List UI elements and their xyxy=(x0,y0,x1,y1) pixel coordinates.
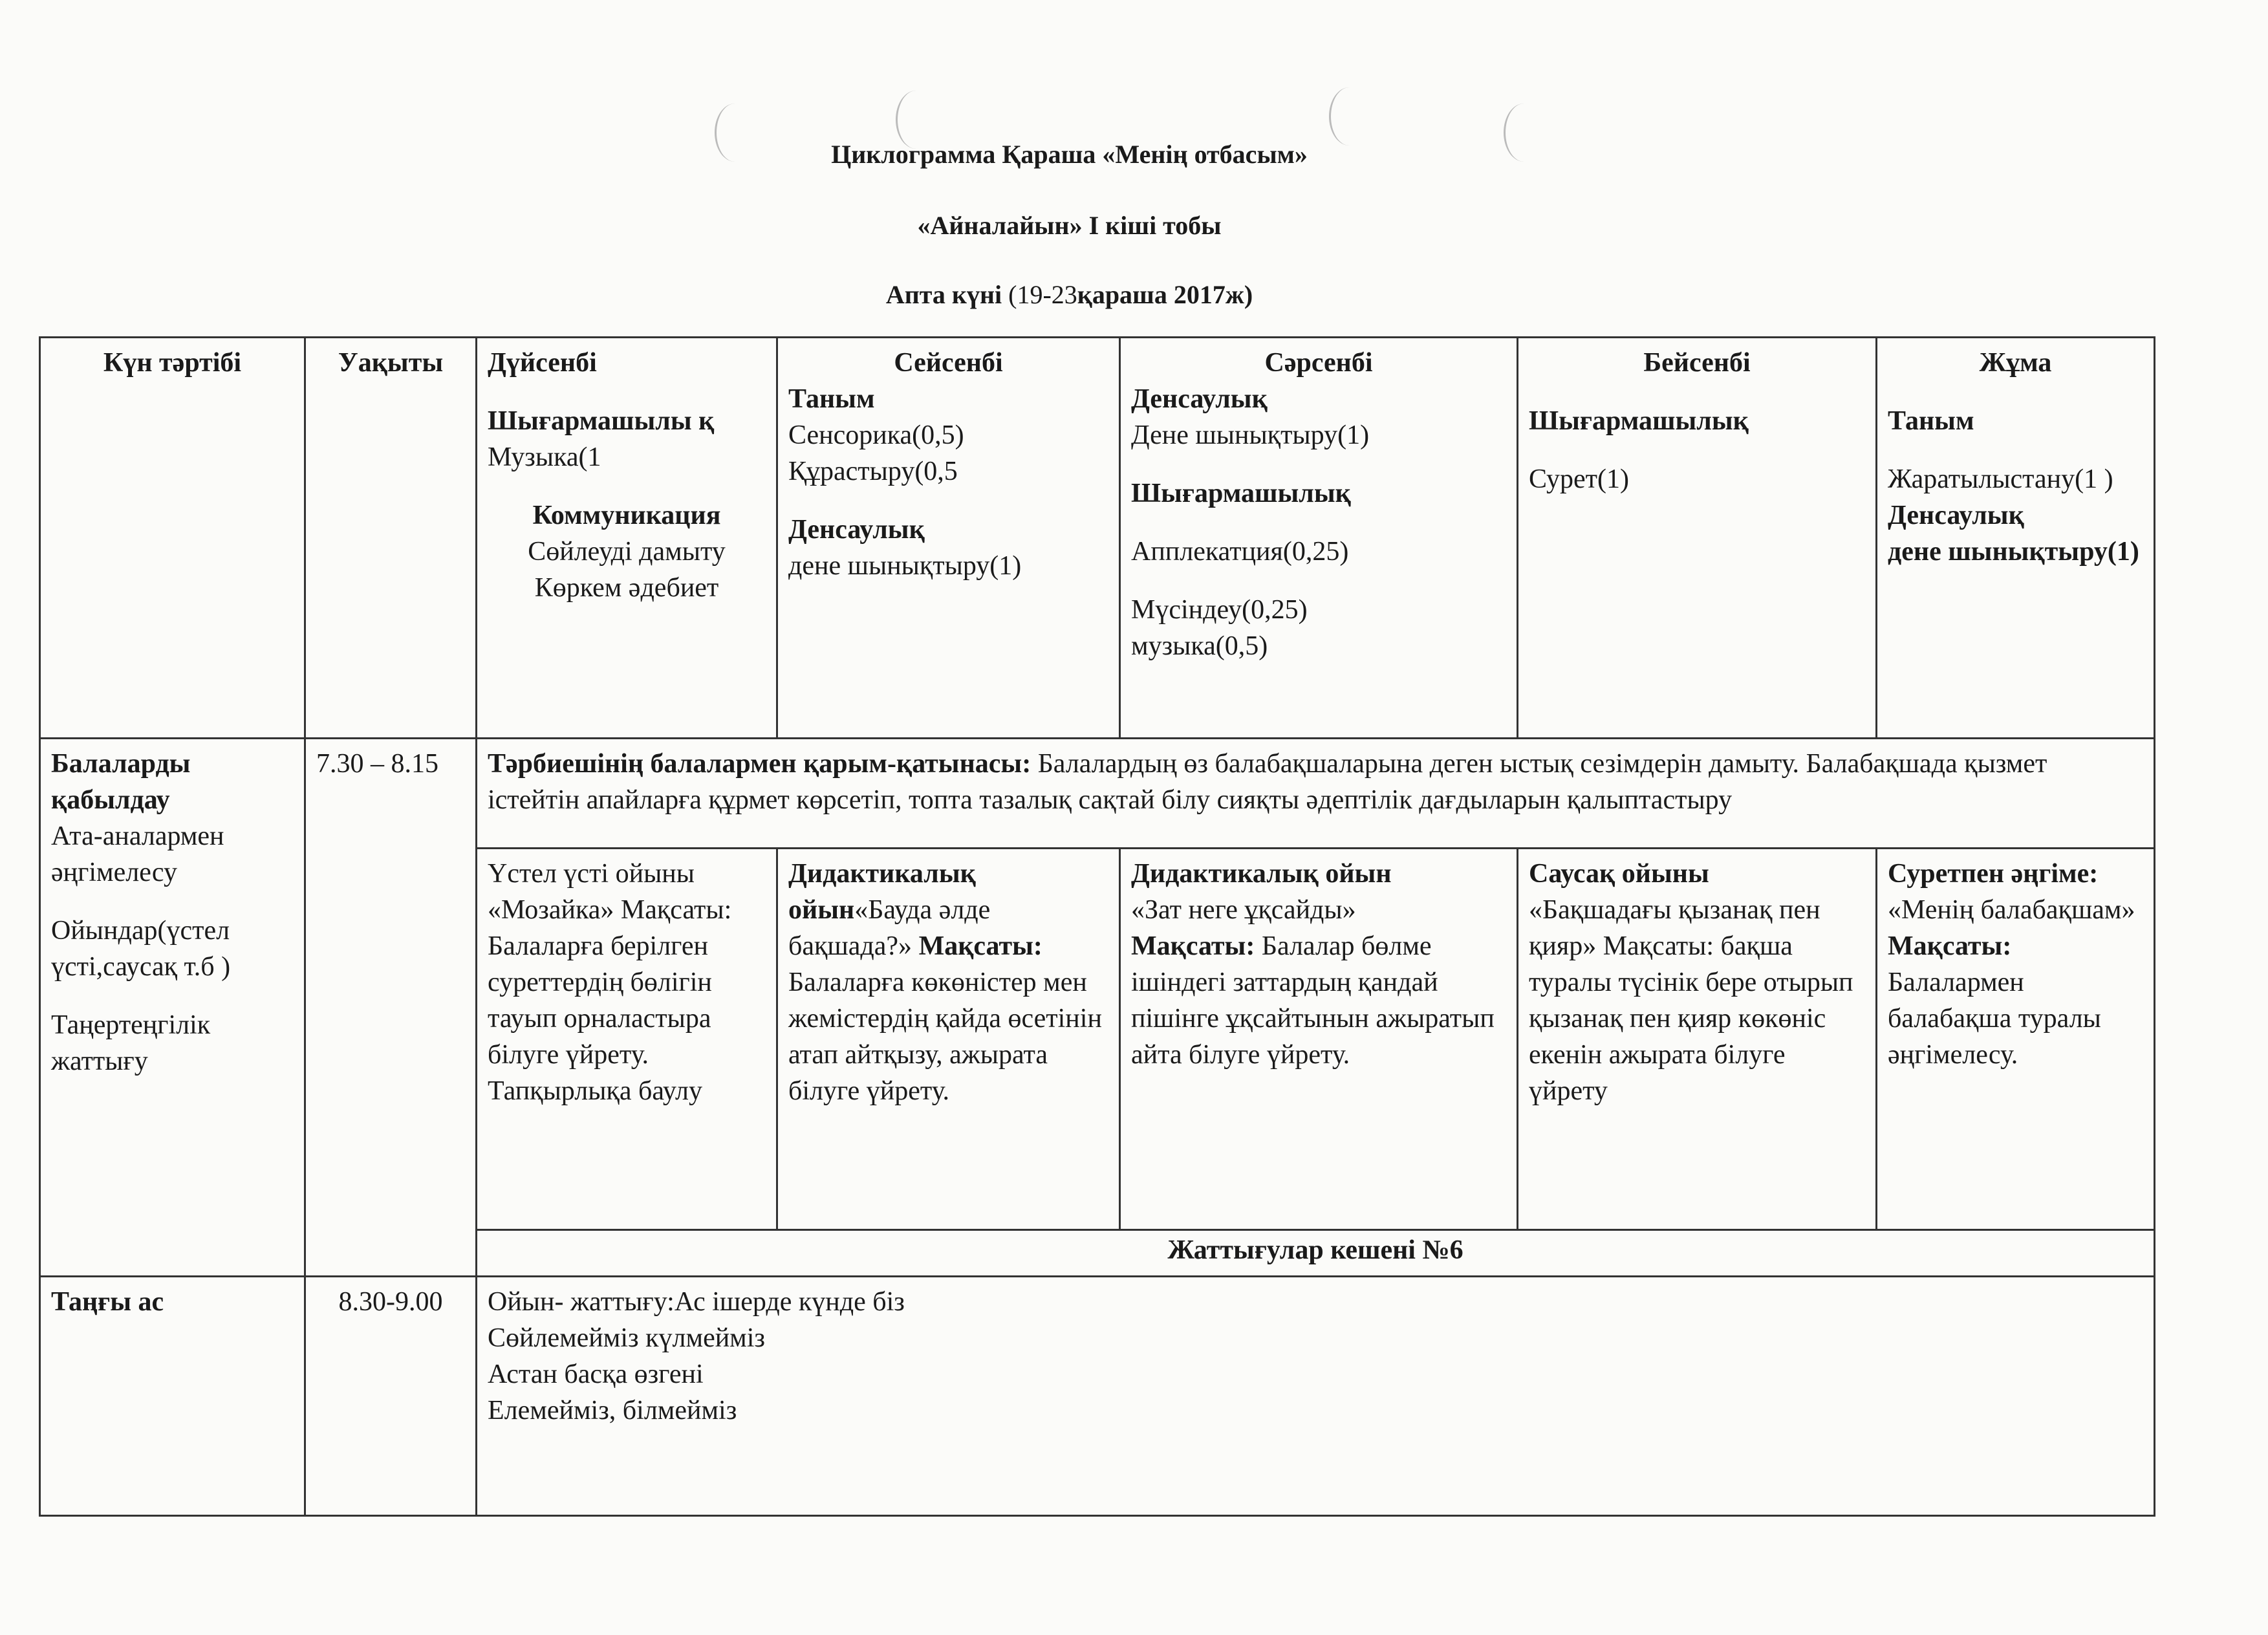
tuesday-game-goal: Мақсаты: xyxy=(918,931,1042,961)
monday-item3: Көркем әдебиет xyxy=(534,573,719,603)
breakfast-line3: Астан басқа өзгені xyxy=(488,1359,704,1389)
week-month: қараша 2017ж) xyxy=(1077,280,1253,309)
exercise-complex: Жаттығулар кешені №6 xyxy=(477,1230,2155,1277)
wednesday-item4: музыка(0,5) xyxy=(1131,631,1268,661)
breakfast-time: 8.30-9.00 xyxy=(305,1277,477,1516)
thursday-game-text: «Бақшадағы қызанақ пен қияр» Мақсаты: бақша туралы түсінік бере отырып қызанақ пен қияр көкөніс екенін ажырата білуге үйрету xyxy=(1529,895,1853,1106)
breakfast-row xyxy=(40,1277,2155,1516)
header-time: Уақыты xyxy=(305,338,477,739)
wednesday-game-title: Дидактикалық ойын xyxy=(1131,859,1392,889)
game-tuesday xyxy=(777,849,1120,1230)
wednesday-area2: Шығармашылық xyxy=(1131,479,1351,508)
breakfast-line1: Ойын- жаттығу:Ас ішерде күнде біз xyxy=(488,1287,905,1317)
wednesday-item3: Мүсіндеу(0,25) xyxy=(1131,595,1308,625)
game-thursday xyxy=(1518,849,1877,1230)
thursday-day: Бейсенбі xyxy=(1643,348,1751,378)
reception-sub2: Ойындар(үстел үсті,саусақ т.б ) xyxy=(51,916,231,982)
header-thursday xyxy=(1518,338,1877,739)
week-label: Апта күні xyxy=(885,280,1002,309)
header-monday xyxy=(477,338,777,739)
breakfast-line2: Сөйлемейміз күлмейміз xyxy=(488,1323,766,1353)
wednesday-game-name: «Зат неге ұқсайды» xyxy=(1131,895,1356,925)
week-dates xyxy=(0,279,2203,310)
schedule-table xyxy=(39,336,2155,1517)
tuesday-game-name: «Бауда әлде бақшада?» xyxy=(788,895,991,961)
monday-area1: Шығармашылы қ xyxy=(488,406,715,436)
breakfast-title: Таңғы ас xyxy=(40,1277,305,1516)
table-header-row xyxy=(40,338,2155,739)
wednesday-game-text: Балалар бөлме ішіндегі заттардың қандай пішінге ұқсайтынын ажыратып айта білуге үйрету. xyxy=(1131,931,1495,1070)
tuesday-item1: Сенсорика(0,5) xyxy=(788,420,964,450)
thursday-item1: Сурет(1) xyxy=(1529,464,1629,494)
tuesday-area1: Таным xyxy=(788,384,875,414)
header-tuesday xyxy=(777,338,1120,739)
breakfast-content xyxy=(477,1277,2155,1516)
friday-item2: дене шынықтыру(1) xyxy=(1888,537,2139,567)
wednesday-day: Сәрсенбі xyxy=(1264,348,1373,378)
reception-communication xyxy=(477,739,2155,849)
wednesday-game-goal: Мақсаты: xyxy=(1131,931,1255,961)
wednesday-item1: Дене шынықтыру(1) xyxy=(1131,420,1370,450)
tuesday-item2: Құрастыру(0,5 xyxy=(788,457,958,486)
tuesday-game-text: Балаларға көкөністер мен жемістердің қайда өсетінін атап айтқызу, ажырата білуге үйрету. xyxy=(788,968,1102,1106)
monday-area2: Коммуникация xyxy=(532,501,721,530)
game-friday xyxy=(1877,849,2155,1230)
reception-title-cell xyxy=(40,739,305,1277)
group-name: «Айналайын» І кіші тобы xyxy=(917,211,1222,240)
reception-sub3: Таңертеңгілік жаттығу xyxy=(51,1010,211,1076)
friday-area2: Денсаулық xyxy=(1888,501,2024,530)
communication-text: Балалардың өз балабақшаларына деген ыстық сезімдерін дамыту. Балабақшада қызмет істейтін апайларға құрмет көрсетіп, топта тазалық сақтай білу сияқты әдептілік дағдыларын қалыптастыру xyxy=(488,749,2047,815)
reception-comm-row xyxy=(40,739,2155,849)
document-title: Циклограмма Қараша «Менің отбасым» xyxy=(831,140,1308,169)
week-range: (19-23 xyxy=(1008,280,1077,309)
monday-day: Дүйсенбі xyxy=(488,348,597,378)
game-wednesday xyxy=(1120,849,1518,1230)
friday-game-name: «Менің балабақшам» xyxy=(1888,895,2135,925)
tuesday-item3: дене шынықтыру(1) xyxy=(788,551,1022,581)
communication-label: Тәрбиешінің балалармен қарым-қатынасы: xyxy=(488,749,1031,779)
wednesday-area1: Денсаулық xyxy=(1131,384,1268,414)
tuesday-area2: Денсаулық xyxy=(788,515,925,545)
reception-title: Балаларды қабылдау xyxy=(51,749,191,815)
tuesday-game-title: Дидактикалық ойын xyxy=(788,859,976,925)
reception-time: 7.30 – 8.15 xyxy=(305,739,477,1277)
monday-item1: Музыка(1 xyxy=(488,442,601,472)
thursday-game-title: Саусақ ойыны xyxy=(1529,859,1709,889)
game-monday: Үстел үсті ойыны «Мозайка» Мақсаты: Балаларға берілген суреттердің бөлігін тауып орналастыра білуге үйрету. Тапқырлықа баулу xyxy=(477,849,777,1230)
friday-game-text: Балалармен балабақша туралы әңгімелесу. xyxy=(1888,968,2101,1070)
friday-game-title: Суретпен әңгіме: xyxy=(1888,859,2099,889)
header-regime: Күн тәртібі xyxy=(40,338,305,739)
thursday-area1: Шығармашылық xyxy=(1529,406,1749,436)
friday-game-goal: Мақсаты: xyxy=(1888,931,2012,961)
header-wednesday xyxy=(1120,338,1518,739)
tuesday-day: Сейсенбі xyxy=(894,348,1003,378)
scan-mark xyxy=(1329,87,1370,146)
reception-sub1: Ата-аналармен әңгімелесу xyxy=(51,821,224,887)
friday-area1: Таным xyxy=(1888,406,1974,436)
monday-item2: Сөйлеуді дамыту xyxy=(528,537,726,567)
header-friday xyxy=(1877,338,2155,739)
wednesday-item2: Апплекатция(0,25) xyxy=(1131,537,1349,567)
friday-day: Жұма xyxy=(1979,348,2052,378)
friday-item1: Жаратылыстану(1 ) xyxy=(1888,464,2113,494)
breakfast-line4: Елемейміз, білмейміз xyxy=(488,1396,737,1425)
